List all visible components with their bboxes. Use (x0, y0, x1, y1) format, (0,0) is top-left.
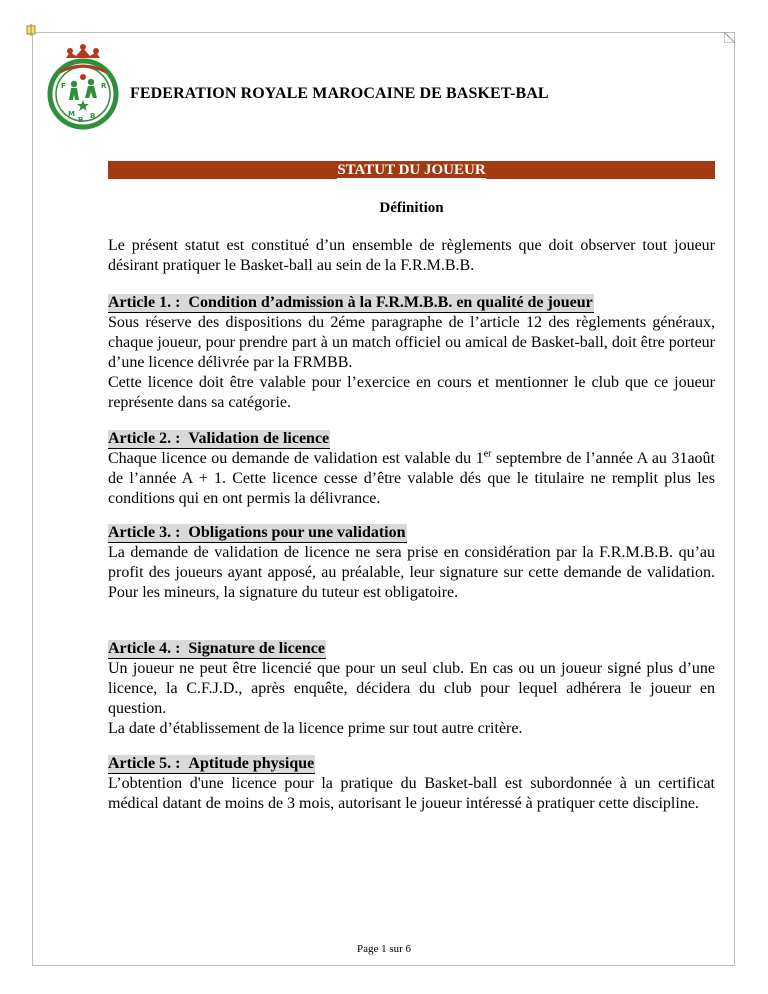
article-2-heading (108, 430, 330, 449)
anchor-marker-icon (25, 24, 37, 36)
svg-text:F: F (61, 82, 66, 90)
intro-block (108, 236, 715, 276)
svg-text:R: R (101, 82, 107, 90)
ordinal-superscript: er (483, 448, 492, 460)
frmbb-emblem-icon (44, 42, 122, 130)
article-5-heading (108, 755, 315, 774)
svg-text:B: B (90, 112, 96, 120)
intro-paragraph: Le présent statut est constitué d’un ensemble de règlements que doit observer tout joueur désirant pratiquer le Basket-ball au sein de la F.R.M.B.B. (108, 237, 715, 274)
svg-text:M: M (68, 110, 75, 118)
article-paragraph: La date d’établissement de la licence prime sur tout autre critère. (108, 720, 523, 737)
article-4 (108, 639, 715, 739)
article-2 (108, 429, 715, 509)
article-number: Article 1. : (108, 294, 181, 311)
article-number: Article 3. : (108, 524, 181, 541)
page-number: Page 1 sur 6 (356, 943, 412, 955)
article-paragraph: Sous réserve des dispositions du 2éme paragraphe de l’article 12 des règlements généraux, chaque joueur, pour prendre part à un match officiel ou amical de Basket-ball, doit être porteur d’une licence délivrée par la FRMBB. (108, 314, 715, 371)
document-title-banner (108, 161, 715, 179)
organization-name: FEDERATION ROYALE MAROCAINE DE BASKET-BAL (130, 85, 549, 102)
article-3 (108, 523, 715, 603)
article-number: Article 4. : (108, 640, 181, 657)
article-number: Article 2. : (108, 430, 181, 447)
article-paragraph: Chaque licence ou demande de validation est valable du 1er septembre de l’année A au 31août de l’année A + 1. Cette licence cesse d’être valable dés que le titulaire ne remplit plus les conditions qui en ont permis la délivrance. (108, 448, 715, 507)
article-title: Obligations pour une validation (188, 524, 406, 541)
document-title: STATUT DU JOUEUR (337, 162, 486, 178)
article-title: Validation de licence (188, 430, 330, 447)
article-3-heading (108, 524, 407, 543)
article-paragraph: Un joueur ne peut être licencié que pour un seul club. En cas ou un joueur signé plus d’une licence, la C.F.J.D., après enquête, décidera du club pour lequel adhérera le joueur en question. (108, 660, 715, 717)
article-title: Aptitude physique (188, 755, 315, 772)
section-heading: Définition (379, 200, 444, 216)
article-title: Signature de licence (188, 640, 325, 657)
page-corner-fold (724, 32, 735, 43)
article-paragraph: Cette licence doit être valable pour l’exercice en cours et mentionner le club que ce joueur représente dans sa catégorie. (108, 374, 715, 411)
article-1 (108, 293, 715, 413)
svg-text:B: B (78, 116, 84, 124)
article-5 (108, 754, 715, 814)
article-1-heading (108, 294, 594, 313)
article-4-heading (108, 640, 326, 659)
article-paragraph: L’obtention d'une licence pour la pratique du Basket-ball est subordonnée à un certificat médical datant de moins de 3 mois, autorisant le joueur intéressé à pratiquer cette discipline. (108, 775, 715, 812)
article-paragraph: La demande de validation de licence ne sera prise en considération par la F.R.M.B.B. qu’au profit des joueurs ayant apposé, au préalable, leur signature sur cette demande de validation. Pour les mineurs, la signature du tuteur est obligatoire. (108, 544, 715, 601)
article-title: Condition d’admission à la F.R.M.B.B. en qualité de joueur (188, 294, 593, 311)
article-number: Article 5. : (108, 755, 181, 772)
